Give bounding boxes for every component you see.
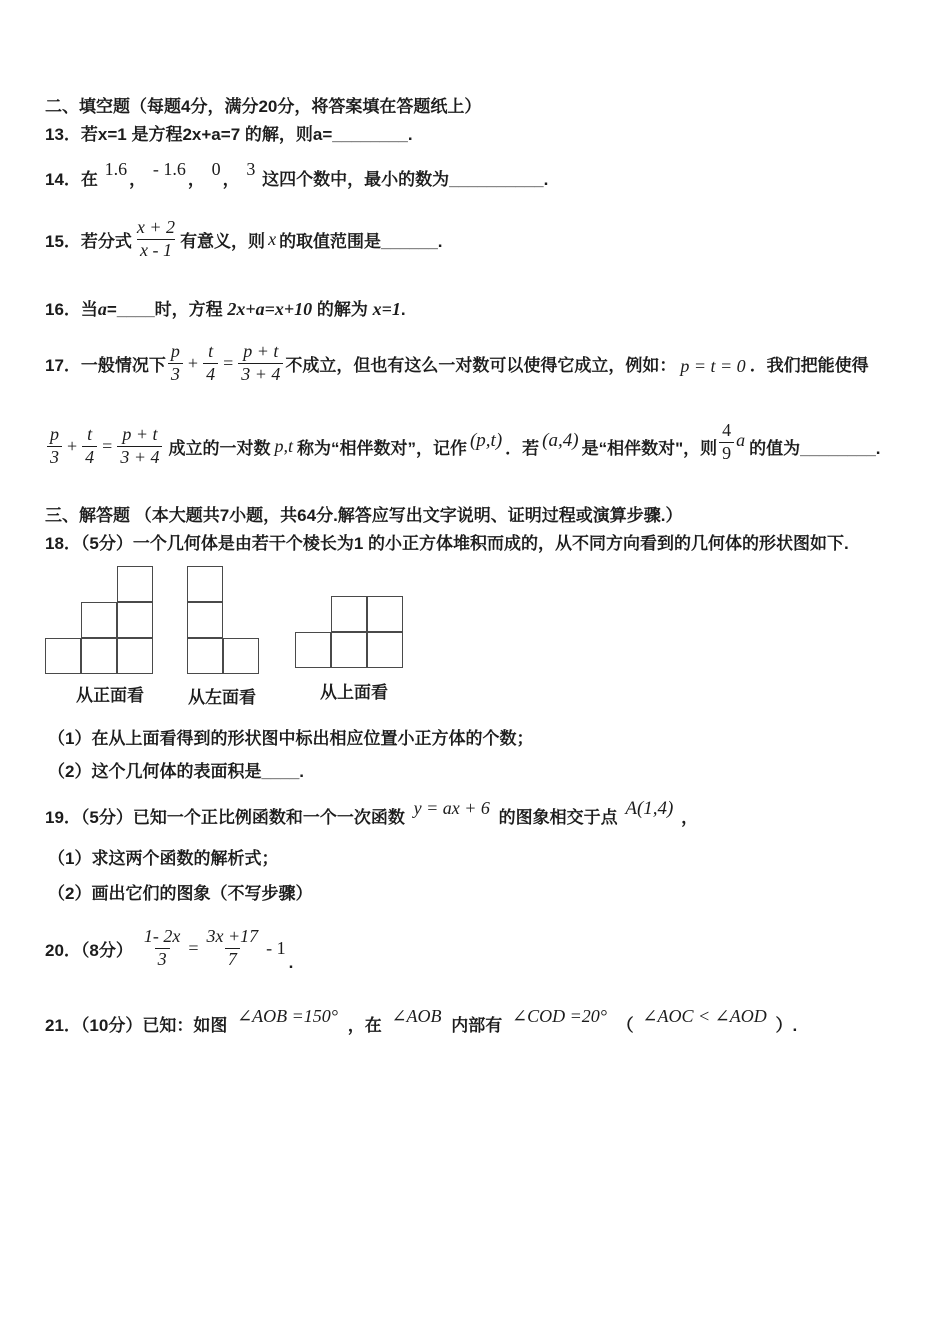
q17-end: ．我们把能使得 — [749, 355, 869, 375]
question-20 — [45, 923, 293, 973]
section2-header: 二、填空题（每题4分，满分20分，将答案填在答题纸上） — [45, 97, 482, 116]
q17-pre: 17．一般情况下 — [45, 355, 166, 375]
q17-pt-notation: (p,t) — [469, 430, 503, 451]
q17-plus-operator-2: + — [67, 435, 78, 456]
q17-l2-end: 的值为________. — [749, 438, 881, 458]
q14-post: 这四个数中，最小的数为__________. — [262, 170, 549, 189]
q16-mid1: =____时，方程 — [106, 300, 228, 319]
question-19 — [45, 798, 699, 830]
front-view-label: 从正面看 — [76, 686, 144, 705]
q17-f2-num-2: t — [87, 423, 93, 444]
question-16 — [45, 298, 406, 321]
left-view-figure — [187, 566, 259, 674]
q17-f3-den: 3 + 4 — [238, 363, 283, 386]
q14-comma-3: ， — [222, 170, 240, 189]
q17-f4-num: 4 — [722, 419, 732, 440]
q21-mid1: ，在 — [347, 1016, 382, 1035]
q17-f2-den-2: 4 — [82, 446, 97, 469]
q14-number-4: 3 — [246, 159, 256, 179]
q17-fraction-t4-repeat — [82, 424, 97, 468]
q14-number-2: - 1.6 — [152, 159, 186, 179]
cube-cell — [367, 596, 403, 632]
top-view-label: 从上面看 — [320, 683, 388, 702]
q21-end: ）. — [775, 1016, 798, 1035]
q17-example: p = t = 0 — [680, 355, 746, 376]
cube-cell — [45, 638, 81, 674]
q17-l2-mid4: 是“相伴数对"，则 — [581, 438, 718, 458]
cube-cell — [81, 602, 117, 638]
section3-header: 三、解答题 （本大题共7小题，共64分.解答应写出文字说明、证明过程或演算步骤.） — [45, 506, 683, 525]
question-13: 13．若x=1 是方程2x+a=7 的解，则a=________. — [45, 125, 413, 144]
q21-angle-aob: ∠AOB — [391, 1006, 442, 1026]
q14-comma-2: ， — [187, 170, 205, 189]
question-17-line2 — [45, 421, 881, 471]
q16-equation-2: x=1 — [372, 299, 401, 319]
q15-pre: 15．若分式 — [45, 231, 132, 251]
q16-end: . — [400, 300, 406, 319]
q17-f3-num-2: p + t — [122, 423, 158, 444]
cube-cell — [81, 638, 117, 674]
question-15 — [45, 214, 443, 264]
q21-pre: 21．（10分）已知：如图 — [45, 1016, 228, 1035]
q17-f1-den: 3 — [168, 363, 183, 386]
q19-part1: （1）求这两个函数的解析式； — [48, 849, 279, 868]
q14-number-3: 0 — [211, 159, 221, 179]
question-17-line1 — [45, 338, 869, 388]
q17-f2-den: 4 — [203, 363, 218, 386]
cube-cell — [187, 602, 223, 638]
q19-pre: 19．（5分）已知一个正比例函数和一个一次函数 — [45, 808, 405, 827]
q15-post: 的取值范围是______. — [279, 231, 443, 251]
q18-part1: （1）在从上面看得到的形状图中标出相应位置小正方体的个数； — [48, 729, 534, 748]
q20-f2-den: 7 — [225, 948, 240, 971]
left-view-label: 从左面看 — [188, 688, 256, 707]
q15-mid: 有意义，则 — [180, 231, 266, 251]
q15-x-variable: x — [268, 228, 277, 249]
q17-l2-mid3: ．若 — [505, 438, 540, 458]
cube-cell — [223, 638, 259, 674]
cube-cell — [367, 632, 403, 668]
q20-equals-operator: = — [188, 937, 199, 958]
q17-fraction-p3 — [168, 341, 183, 385]
q17-a-variable: a — [736, 429, 746, 450]
q20-minus-one: - 1 — [266, 937, 286, 958]
q20-fraction-left — [141, 926, 183, 970]
q17-fraction-sum-repeat — [117, 424, 162, 468]
q17-f2-num: t — [208, 340, 214, 361]
cube-cell — [187, 566, 223, 602]
q17-mid: 不成立，但也有这么一对数可以使得它成立，例如： — [285, 355, 677, 375]
q17-l2-mid2: 称为“相伴数对”，记作 — [296, 438, 467, 458]
q17-fraction-sum — [238, 341, 283, 385]
question-14 — [45, 159, 549, 191]
q17-f3-num: p + t — [243, 340, 279, 361]
q19-part2: （2）画出它们的图象（不写步骤） — [48, 884, 313, 903]
cube-cell — [117, 602, 153, 638]
q17-fraction-p3-repeat — [47, 424, 62, 468]
q20-pre: 20．（8分） — [45, 940, 133, 960]
q14-pre: 14．在 — [45, 170, 98, 189]
q16-mid2: 的解为 — [312, 300, 373, 319]
q20-end: . — [288, 953, 294, 972]
q19-end: ， — [681, 808, 699, 827]
q21-mid3: （ — [616, 1016, 634, 1035]
q17-f1-den-2: 3 — [47, 446, 62, 469]
question-18: 18．（5分）一个几何体是由若干个棱长为1 的小正方体堆积而成的，从不同方向看到的几何体的形状图如下. — [45, 534, 849, 553]
cube-cell — [117, 638, 153, 674]
q20-f1-num: 1- 2x — [143, 925, 181, 946]
front-view-figure — [45, 566, 153, 674]
q17-f3-den-2: 3 + 4 — [117, 446, 162, 469]
q21-mid2: 内部有 — [451, 1016, 503, 1035]
q16-a-variable: a — [97, 299, 107, 319]
q17-plus-operator: + — [187, 352, 199, 373]
q17-l2-mid1: 成立的一对数 — [168, 438, 271, 458]
q20-f2-num: 3x +17 — [206, 925, 259, 946]
cube-cell — [331, 632, 367, 668]
q14-comma-1: ， — [129, 170, 147, 189]
q17-f1-num-2: p — [50, 423, 59, 444]
q15-fraction-denominator: x - 1 — [137, 239, 175, 262]
cube-cell — [331, 596, 367, 632]
q18-part2: （2）这个几何体的表面积是____. — [48, 762, 304, 781]
q20-fraction-right — [204, 926, 262, 970]
q17-equals-operator: = — [223, 352, 234, 373]
top-view-figure — [295, 596, 403, 668]
q19-formula: y = ax + 6 — [413, 798, 490, 818]
q17-pt-pair: p,t — [274, 435, 293, 456]
cube-cell — [187, 638, 223, 674]
q16-pre: 16．当 — [45, 300, 98, 319]
q17-f1-num: p — [170, 340, 180, 361]
q21-angle-cod-20: ∠COD =20° — [512, 1006, 607, 1026]
q21-angle-aob-150: ∠AOB =150° — [237, 1006, 338, 1026]
question-21 — [45, 1006, 798, 1037]
q17-f4-den: 9 — [719, 442, 734, 465]
q20-f1-den: 3 — [155, 948, 170, 971]
q17-fraction-49 — [719, 420, 734, 464]
q17-equals-operator-2: = — [102, 435, 113, 456]
q19-point: A(1,4) — [625, 798, 674, 819]
q14-number-1: 1.6 — [104, 159, 128, 179]
q16-equation-1: 2x+a=x+10 — [227, 299, 313, 319]
cube-cell — [295, 632, 331, 668]
q15-fraction — [134, 217, 178, 261]
q15-fraction-numerator: x + 2 — [136, 216, 176, 237]
q17-fraction-t4 — [203, 341, 218, 385]
cube-cell — [117, 566, 153, 602]
q21-angle-inequality: ∠AOC < ∠AOD — [642, 1006, 767, 1026]
q17-a4-pair: (a,4) — [542, 430, 579, 451]
q19-mid: 的图象相交于点 — [498, 808, 618, 827]
